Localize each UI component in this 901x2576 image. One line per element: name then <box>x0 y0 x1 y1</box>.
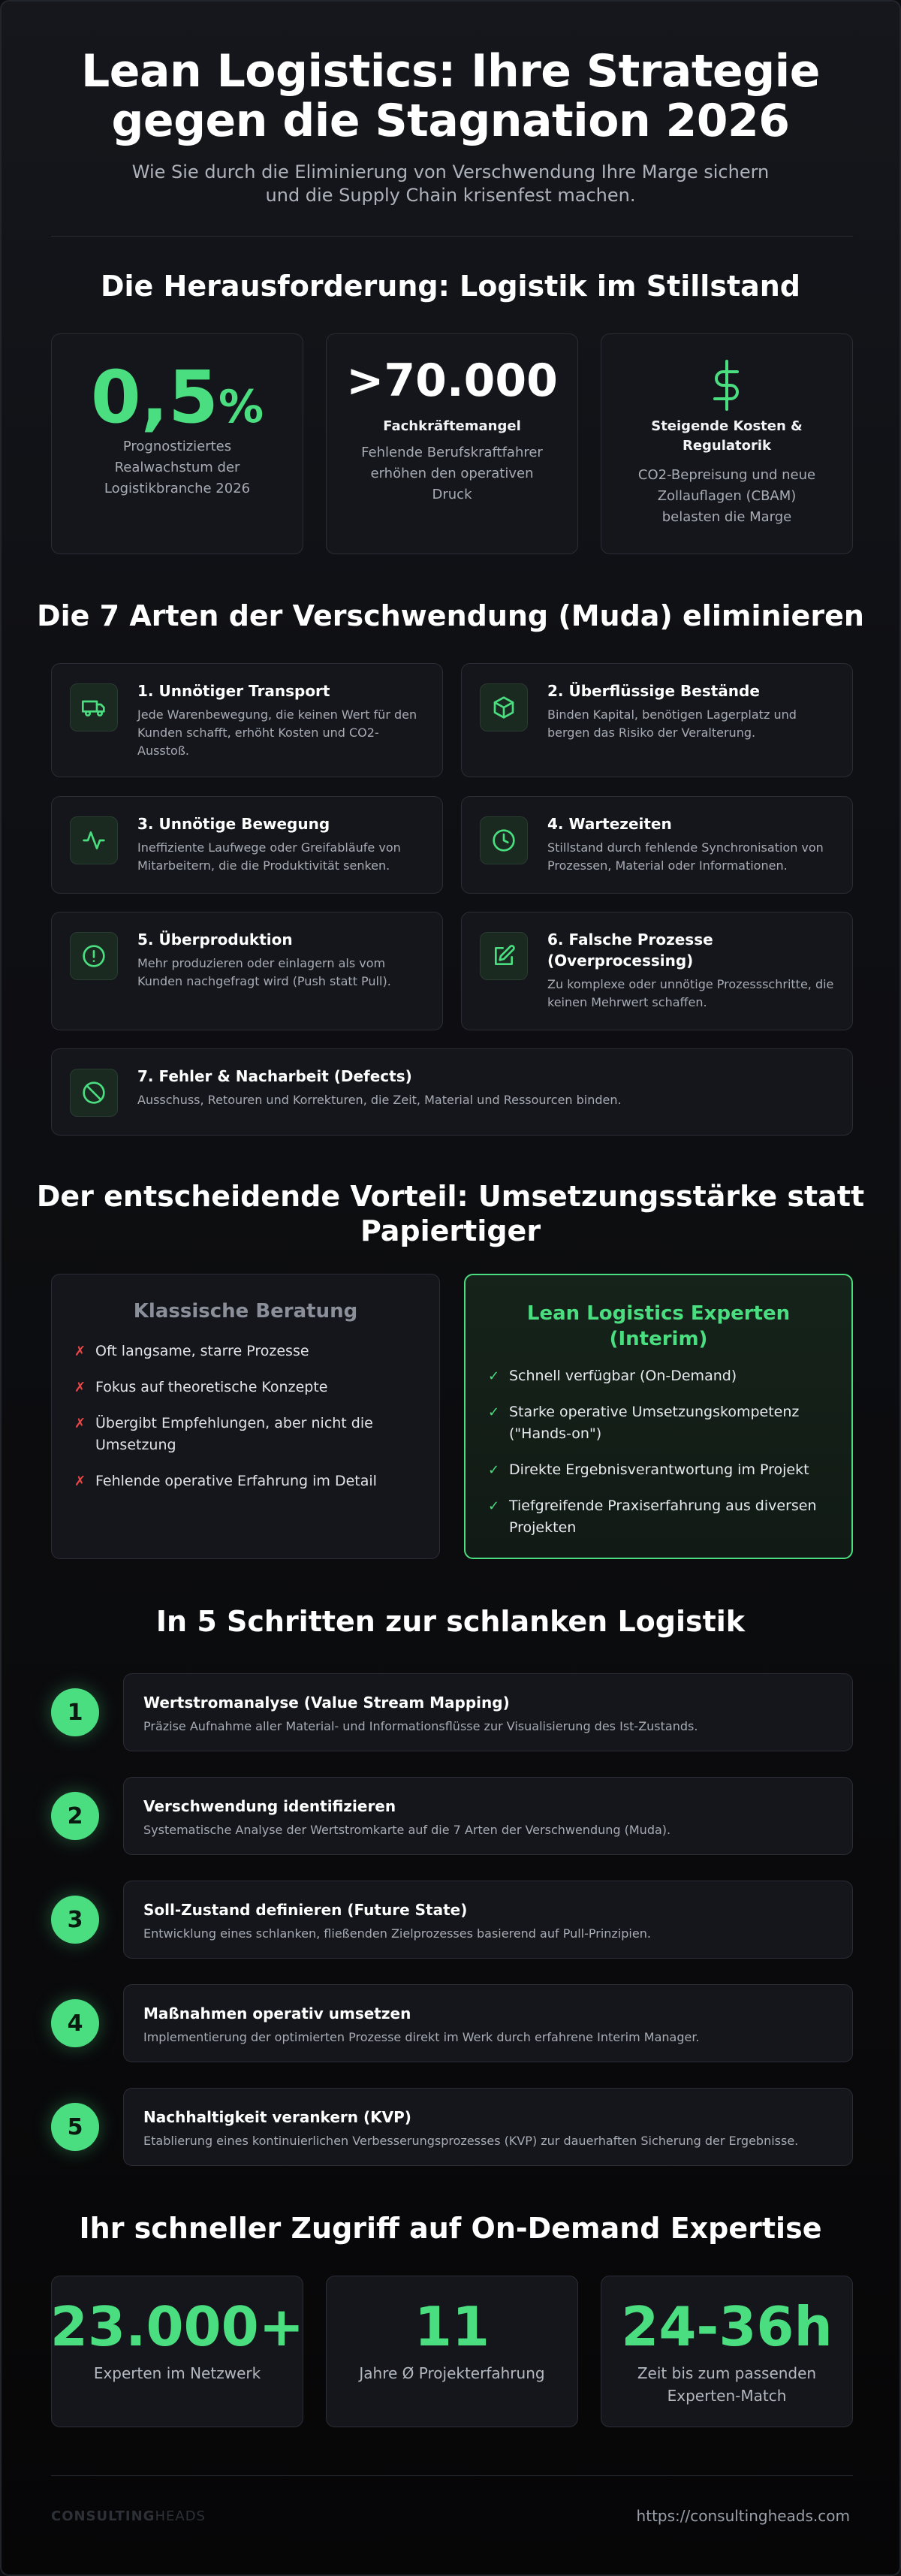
dollar-icon <box>601 358 852 412</box>
muda-desc-6: Zu komplexe oder unnötige Prozessschritte, die keinen Mehrwert schaffen. <box>547 977 834 1009</box>
muda-desc-2: Binden Kapital, benötigen Lagerplatz und bergen das Risiko der Veralterung. <box>547 707 797 740</box>
step-number: 2 <box>51 1792 99 1840</box>
advantage-title-line-1: Der entscheidende Vorteil: Umsetzungsstärke statt <box>36 1180 865 1213</box>
classic-consulting-card <box>51 1274 440 1559</box>
muda-card-waiting <box>461 796 853 894</box>
step-desc: Entwicklung eines schlanken, fließenden Zielprozesses basierend auf Pull-Prinzipien. <box>143 1926 651 1941</box>
stat-card-costs <box>601 333 853 554</box>
check-icon: ✓ <box>488 1404 500 1420</box>
cross-icon: ✗ <box>74 1380 86 1395</box>
lean-item: ✓ Starke operative Umsetzungskompetenz ("Hands-on") <box>488 1401 829 1445</box>
costs-head: Steigende Kosten & Regulatorik <box>651 418 803 454</box>
expertise-stat-match <box>601 2276 853 2427</box>
page-title <box>2 47 899 146</box>
step-card <box>123 1984 853 2062</box>
lean-experts-card <box>464 1274 853 1559</box>
classic-item: ✗ Fehlende operative Erfahrung im Detail <box>74 1470 417 1492</box>
page-subtitle <box>2 161 899 207</box>
costs-note: CO2-Bepreisung und neue Zollauflagen (CBAM) belasten die Marge <box>637 467 816 525</box>
check-icon: ✓ <box>488 1462 500 1478</box>
step-card <box>123 1777 853 1855</box>
experience-value: 11 <box>414 2295 490 2358</box>
step-title: Wertstromanalyse (Value Stream Mapping) <box>143 1694 510 1712</box>
muda-desc-5: Mehr produzieren oder einlagern als vom Kunden nachgefragt wird (Push statt Pull). <box>137 956 391 988</box>
muda-title: Die 7 Arten der Verschwendung (Muda) eliminieren <box>37 599 864 632</box>
divider <box>51 236 853 237</box>
growth-note: Prognostiziertes Realwachstum der Logistikbranche 2026 <box>104 439 251 496</box>
muda-card-overproduction <box>51 912 443 1030</box>
lean-item: ✓ Schnell verfügbar (On-Demand) <box>488 1365 829 1387</box>
muda-title-5: 5. Überproduktion <box>137 931 293 949</box>
muda-title-7: 7. Fehler & Nacharbeit (Defects) <box>137 1067 412 1085</box>
muda-card-overprocessing <box>461 912 853 1030</box>
advantage-title <box>2 1179 899 1248</box>
clock-icon <box>480 816 528 864</box>
step-desc: Etablierung eines kontinuierlichen Verbesserungsprozesses (KVP) zur dauerhaften Sicherung der Ergebnisse. <box>143 2134 799 2148</box>
hero-header <box>2 47 899 207</box>
classic-item: ✗ Fokus auf theoretische Konzepte <box>74 1377 417 1398</box>
network-label: Experten im Netzwerk <box>93 2364 261 2382</box>
subtitle-line-2: und die Supply Chain krisenfest machen. <box>265 185 636 206</box>
expertise-stat-experience <box>326 2276 578 2427</box>
step-number: 4 <box>51 1999 99 2047</box>
subtitle-line-1: Wie Sie durch die Eliminierung von Verschwendung Ihre Marge sichern <box>131 161 770 182</box>
step-number: 3 <box>51 1896 99 1944</box>
website-link[interactable]: https://consultingheads.com <box>636 2507 850 2525</box>
step-card <box>123 1881 853 1959</box>
muda-desc-4: Stillstand durch fehlende Synchronisation von Prozessen, Material oder Informationen. <box>547 840 824 873</box>
labor-head: Fachkräftemangel <box>383 418 521 434</box>
growth-unit: % <box>218 381 264 433</box>
step-card <box>123 2088 853 2166</box>
expertise-title: Ihr schneller Zugriff auf On-Demand Expertise <box>79 2212 822 2245</box>
cross-icon: ✗ <box>74 1474 86 1489</box>
step-title: Maßnahmen operativ umsetzen <box>143 2004 411 2022</box>
muda-desc-7: Ausschuss, Retouren und Korrekturen, die Zeit, Material und Ressourcen binden. <box>137 1093 622 1107</box>
step-title: Verschwendung identifizieren <box>143 1797 396 1815</box>
activity-icon <box>70 816 118 864</box>
muda-title-3: 3. Unnötige Bewegung <box>137 815 330 833</box>
stat-card-labor <box>326 333 578 554</box>
check-icon: ✓ <box>488 1498 500 1514</box>
classic-item: ✗ Übergibt Empfehlungen, aber nicht die Umsetzung <box>74 1413 417 1456</box>
classic-item: ✗ Oft langsame, starre Prozesse <box>74 1341 417 1362</box>
steps-title: In 5 Schritten zur schlanken Logistik <box>155 1605 746 1638</box>
match-label: Zeit bis zum passenden Experten-Match <box>637 2364 817 2405</box>
lean-item: ✓ Tiefgreifende Praxiserfahrung aus diversen Projekten <box>488 1495 829 1539</box>
muda-title-6: 6. Falsche Prozesse (Overprocessing) <box>547 931 713 970</box>
classic-title: Klassische Beratung <box>133 1300 358 1323</box>
ban-icon <box>70 1069 118 1117</box>
box-icon <box>480 683 528 731</box>
labor-value: >70.000 <box>346 354 558 407</box>
brand-logo: CONSULTINGHEADS <box>51 2508 206 2524</box>
step-desc: Systematische Analyse der Wertstromkarte auf die 7 Arten der Verschwendung (Muda). <box>143 1823 671 1837</box>
cross-icon: ✗ <box>74 1416 86 1431</box>
experience-label: Jahre Ø Projekterfahrung <box>359 2364 545 2382</box>
advantage-title-line-2: Papiertiger <box>360 1214 541 1247</box>
muda-card-defects <box>51 1048 853 1136</box>
stat-card-growth <box>51 333 303 554</box>
muda-desc-3: Ineffiziente Laufwege oder Greifabläufe von Mitarbeitern, die die Produktivität senken. <box>137 840 401 873</box>
muda-title-2: 2. Überflüssige Bestände <box>547 682 760 700</box>
alert-icon <box>70 932 118 980</box>
lean-item: ✓ Direkte Ergebnisverantwortung im Projekt <box>488 1459 829 1481</box>
truck-icon <box>70 683 118 731</box>
step-desc: Präzise Aufnahme aller Material- und Informationsflüsse zur Visualisierung des Ist-Zustands. <box>143 1719 698 1733</box>
classic-list <box>74 1341 417 1507</box>
muda-desc-1: Jede Warenbewegung, die keinen Wert für den Kunden schafft, erhöht Kosten und CO2-Ausstoß. <box>137 707 417 758</box>
match-value: 24-36h <box>621 2295 833 2358</box>
step-card <box>123 1673 853 1751</box>
check-icon: ✓ <box>488 1368 500 1384</box>
step-number: 1 <box>51 1688 99 1736</box>
title-line-1: Lean Logistics: Ihre Strategie <box>81 45 820 98</box>
muda-card-motion <box>51 796 443 894</box>
labor-note: Fehlende Berufskraftfahrer erhöhen den operativen Druck <box>361 445 543 502</box>
muda-title-4: 4. Wartezeiten <box>547 815 672 833</box>
step-number: 5 <box>51 2103 99 2151</box>
lean-list <box>488 1365 829 1553</box>
muda-card-transport <box>51 663 443 777</box>
network-value: 23.000+ <box>50 2295 305 2358</box>
muda-card-inventory <box>461 663 853 777</box>
challenge-title: Die Herausforderung: Logistik im Stillstand <box>100 270 801 303</box>
growth-value: 0,5 <box>90 355 218 439</box>
edit-icon <box>480 932 528 980</box>
step-desc: Implementierung der optimierten Prozesse direkt im Werk durch erfahrene Interim Manager. <box>143 2030 700 2044</box>
step-title: Nachhaltigkeit verankern (KVP) <box>143 2108 411 2126</box>
footer-divider <box>51 2475 853 2476</box>
expertise-stat-network <box>51 2276 303 2427</box>
title-line-2: gegen die Stagnation 2026 <box>111 95 790 147</box>
step-title: Soll-Zustand definieren (Future State) <box>143 1901 468 1919</box>
cross-icon: ✗ <box>74 1344 86 1359</box>
muda-title-1: 1. Unnötiger Transport <box>137 682 330 700</box>
lean-title: Lean Logistics Experten (Interim) <box>526 1302 791 1350</box>
